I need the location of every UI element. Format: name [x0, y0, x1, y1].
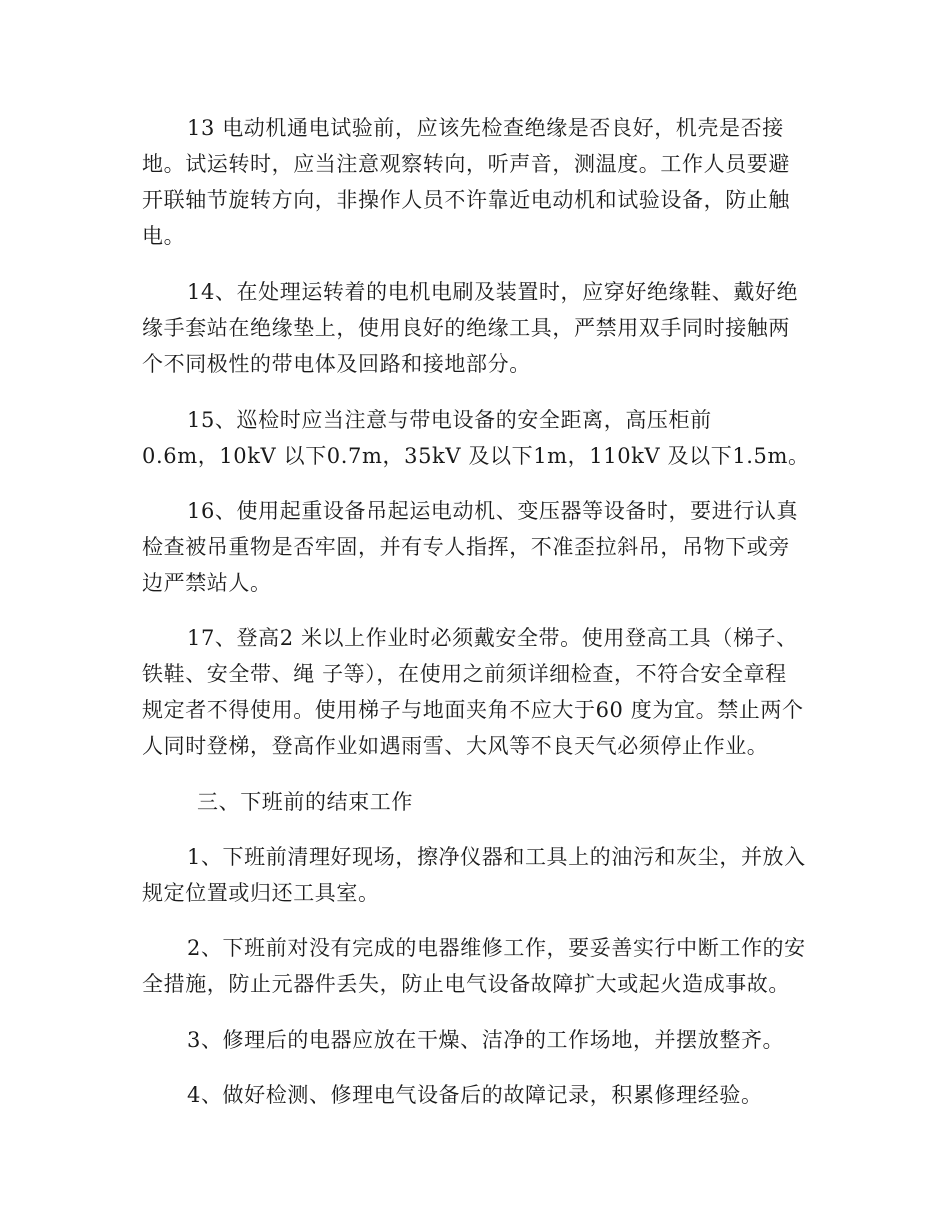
text-line: 14、在处理运转着的电机电刷及装置时，应穿好绝缘鞋、戴好绝 [187, 280, 799, 304]
text-line: 1、下班前清理好现场，擦净仪器和工具上的油污和灰尘，并放入 [187, 845, 806, 869]
text-line: 地。试运转时，应当注意观察转向，听声音，测温度。工作人员要避 [142, 152, 790, 176]
text-line: 检查被吊重物是否牢固，并有专人指挥，不准歪拉斜吊，吊物下或旁 [142, 535, 790, 559]
text-line: 4、做好检测、修理电气设备后的故障记录，积累修理经验。 [187, 1083, 763, 1107]
text-line: 电。 [142, 224, 186, 248]
text-line: 规定者不得使用。使用梯子与地面夹角不应大于60 度为宜。禁止两个 [142, 698, 804, 722]
section-heading: 三、下班前的结束工作 [197, 790, 413, 814]
text-line: 个不同极性的带电体及回路和接地部分。 [142, 352, 531, 376]
text-line: 缘手套站在绝缘垫上，使用良好的绝缘工具，严禁用双手同时接触两 [142, 316, 790, 340]
text-line: 开联轴节旋转方向，非操作人员不许靠近电动机和试验设备，防止触 [142, 188, 790, 212]
text-line: 规定位置或归还工具室。 [142, 881, 380, 905]
text-line: 3、修理后的电器应放在干燥、洁净的工作场地，并摆放整齐。 [187, 1028, 785, 1052]
text-line: 13 电动机通电试验前，应该先检查绝缘是否良好，机壳是否接 [187, 116, 784, 140]
text-line: 16、使用起重设备吊起运电动机、变压器等设备时，要进行认真 [187, 499, 799, 523]
text-line: 0.6m，10kV 以下0.7m，35kV 及以下1m，110kV 及以下1.5m。 [142, 444, 810, 468]
text-line: 边严禁站人。 [142, 571, 272, 595]
text-line: 2、下班前对没有完成的电器维修工作，要妥善实行中断工作的安 [187, 936, 806, 960]
text-line: 全措施，防止元器件丢失，防止电气设备故障扩大或起火造成事故。 [142, 972, 790, 996]
text-line: 17、登高2 米以上作业时必须戴安全带。使用登高工具（梯子、 [187, 626, 798, 650]
text-line: 人同时登梯，登高作业如遇雨雪、大风等不良天气必须停止作业。 [142, 734, 769, 758]
text-line: 铁鞋、安全带、绳 子等），在使用之前须详细检查，不符合安全章程 [142, 662, 787, 686]
text-line: 15、巡检时应当注意与带电设备的安全距离，高压柜前 [187, 408, 712, 432]
